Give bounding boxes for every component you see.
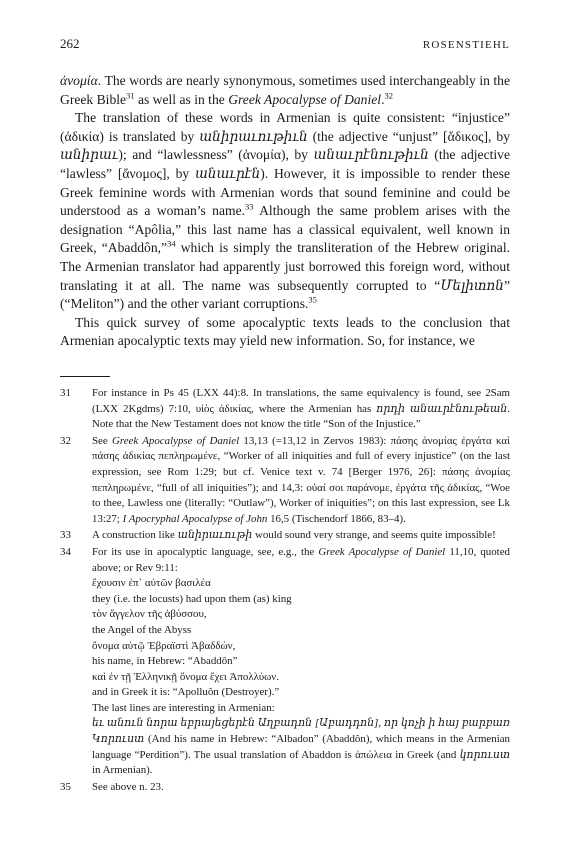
page-header <box>60 36 510 56</box>
footnote-line <box>92 780 510 796</box>
text-run: τὸν ἄγγελον τῆς ἀβύσσου, <box>92 608 207 621</box>
italic-text: անիրաւ <box>60 147 119 163</box>
text-run: which is simply the transliteration of the Hebrew original. The Armenian translator had apparently just borrowed this foreign word, without translating it at all. The name was subsequently corrupted to “ <box>60 240 510 293</box>
italic-text: եւ անուն նորա եբրայեցերէն Աղբադոն [Աբադդոն], որ կոչի ի հայ բարբառ Կորուստ <box>92 717 510 746</box>
quoted-verse-line <box>92 701 510 717</box>
italic-text: անիրաւութիւն <box>199 128 308 144</box>
italic-text: անաւրէնութիւն <box>313 147 429 163</box>
footnote-line <box>92 545 510 576</box>
footnote-line <box>92 434 510 528</box>
footnote-text <box>92 545 510 779</box>
text-run: . <box>381 91 385 107</box>
footnote <box>60 386 510 433</box>
text-run: the Angel of the Abyss <box>92 623 192 636</box>
footnotes <box>60 386 510 796</box>
italic-text: Greek Apocalypse of Daniel <box>228 91 382 107</box>
quoted-verse-line <box>92 576 510 592</box>
text-run: ); and “lawlessness” (ἀνομία), by <box>118 147 314 163</box>
body-paragraph <box>60 109 510 314</box>
text-run: ” (“Meliton”) and the other variant corruptions. <box>60 277 510 312</box>
footnote-ref[interactable]: 33 <box>245 201 254 212</box>
running-head: ROSENSTIEHL <box>422 39 510 51</box>
italic-text: կորուստ <box>459 748 510 761</box>
italic-text: ἀνομία <box>60 73 98 88</box>
quoted-verse-line <box>92 623 510 639</box>
footnote-line <box>92 386 510 433</box>
footnote-ref[interactable]: 31 <box>126 90 135 101</box>
footnote <box>60 545 510 779</box>
body-text <box>60 72 510 351</box>
footnote <box>60 434 510 528</box>
text-run: and in Greek it is: “Apolluôn (Destroyer).” <box>92 686 280 699</box>
text-run: 13,13 (=13,12 in Zervos 1983): πάσης ἀνομίας ἐργάτα καὶ πάσης ἀδικίας πεπληρωμένε, “Worker of all iniquities and full of every injustice” (on the last expression, see Rom 1:29; but cf. Venice text v. 74 [Berger 1976, 26]: πάσης ἀνομίας πεπληρωμένε, “full of all iniquities”); and 14,3: οὐαί σοι παράνομε, ἐργάτα τῆς ἀδικίας, “Woe to thee, Lawless one (literally: “Outlaw”), Worker of iniquities”; on this last expression, see Lk 13:27; <box>92 434 510 525</box>
text-run: (the adjective “lawless” [ἄνομος], by <box>60 147 510 181</box>
quoted-verse-line <box>92 654 510 670</box>
text-run: This quick survey of some apocalyptic texts leads to the conclusion that Armenian apocalyptic texts may yield new information. So, for instance, we <box>60 314 510 349</box>
text-run: For its use in apocalyptic language, see, e.g., the <box>92 545 319 558</box>
footnote-line <box>92 716 510 778</box>
footnote <box>60 528 510 544</box>
italic-text: որդի անաւրէնութեան <box>376 402 508 415</box>
italic-text: Greek Apocalypse of Daniel <box>112 434 240 447</box>
text-run: See <box>92 434 112 447</box>
text-run: For instance in Ps 45 (LXX 44):8. In translations, the same equivalency is found, see 2Sam (LXX 2Kgdms) 7:10, υἱὸς ἀδικίας, where the Armenian has <box>92 387 510 415</box>
footnote-text <box>92 386 510 433</box>
footnote-text <box>92 434 510 528</box>
footnote-number: 32 <box>60 434 71 447</box>
footnote-ref[interactable]: 32 <box>384 90 393 101</box>
body-paragraph <box>60 314 510 351</box>
text-run: would sound very strange, and seems quite impossible! <box>252 529 496 542</box>
quoted-verse-line <box>92 670 510 686</box>
text-run: The last lines are interesting in Armenian: <box>92 701 275 714</box>
quoted-verse-line <box>92 592 510 608</box>
text-run: Although the same problem arises with the designation “Apôlia,” this last name has a classical equivalent, well known in Greek, “Abaddôn,” <box>60 203 510 256</box>
text-run: as well as in the <box>134 91 229 107</box>
page-number: 262 <box>60 36 80 51</box>
text-run: A construction like <box>92 529 178 542</box>
italic-text: Greek Apocalypse of Daniel <box>318 545 446 558</box>
footnote-ref[interactable]: 34 <box>167 238 176 249</box>
text-run: in Armenian). <box>92 764 153 777</box>
footnote-line <box>92 528 510 544</box>
footnote-number: 33 <box>60 529 71 542</box>
footnote-text <box>92 528 510 544</box>
text-run: his name, in Hebrew: “Abaddôn” <box>92 655 238 668</box>
text-run: The translation of these words in Armenian is quite consistent: “injustice” (ἀδικία) is translated by <box>60 110 510 144</box>
italic-text: անաւրէն <box>194 165 261 181</box>
footnote-number: 35 <box>60 780 71 793</box>
quoted-verse-line <box>92 639 510 655</box>
text-run: (And his name in Hebrew: “Albadon” (Abaddôn), which means in the Armenian language “Perdition”). The usual translation of Abaddon is ἀπώλεια in Greek (and <box>92 733 510 761</box>
text-run: ). However, it is impossible to render these Greek feminine words with Armenian words that sound feminine and could be understood as a woman’s name. <box>60 165 510 219</box>
text-run: (the adjective “unjust” [ἄδικος], by <box>307 128 510 144</box>
footnote-separator <box>60 376 110 377</box>
text-run: καὶ ἐν τῇ Ἑλληνικῇ ὄνομα ἔχει Ἀπολλύων. <box>92 670 279 683</box>
body-paragraph <box>60 72 510 109</box>
text-run: See above n. 23. <box>92 780 164 793</box>
text-run: 16,5 (Tischendorf 1866, 83–4). <box>267 512 406 525</box>
footnote-text <box>92 780 510 796</box>
text-run: 11,10, quoted above; or Rev 9:11: <box>92 545 510 574</box>
text-run: they (i.e. the locusts) had upon them (as) king <box>92 592 292 605</box>
text-run: . Note that the New Testament does not know the title “Son of the Injustice.” <box>92 402 511 431</box>
quoted-verse-line <box>92 607 510 623</box>
italic-text: անիրաւութի <box>177 529 253 542</box>
italic-text: Մելիտոն <box>440 277 504 293</box>
italic-text: I Apocryphal Apocalypse of John <box>122 512 268 525</box>
footnote-number: 34 <box>60 545 71 558</box>
footnote-number: 31 <box>60 387 71 399</box>
text-run: . The words are nearly synonymous, sometimes used interchangeably in the Greek Bible <box>60 73 510 107</box>
text-run: ἔχουσιν ἐπ᾽ αὐτῶν βασιλέα <box>92 577 211 590</box>
footnote-ref[interactable]: 35 <box>308 294 317 305</box>
quoted-verse-line <box>92 685 510 701</box>
footnote <box>60 780 510 796</box>
text-run: ὄνομα αὐτῷ Ἑβραϊστὶ Ἀβαδδών, <box>92 639 236 652</box>
